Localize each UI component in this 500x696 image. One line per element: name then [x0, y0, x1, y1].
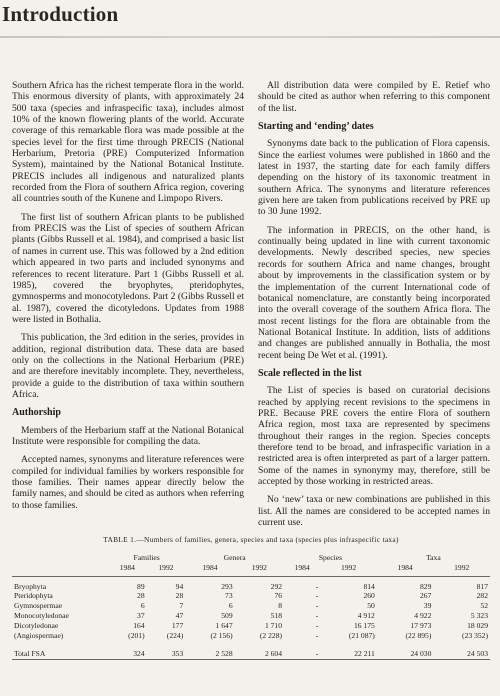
section-heading-authorship: Authorship — [12, 407, 61, 419]
table-cell: 4 922 — [414, 610, 432, 620]
table-cell: 28 — [175, 591, 184, 601]
table-cell: 17 973 — [410, 620, 432, 630]
table-cell: 6 — [140, 601, 145, 611]
table-cell: 89 — [137, 581, 145, 591]
table-cell: - — [315, 630, 319, 640]
table-row — [12, 621, 490, 631]
left-column — [12, 80, 244, 518]
table-cell: 22 211 — [354, 649, 375, 659]
table-cell: 94 — [175, 581, 184, 591]
year-header: 1992 — [158, 562, 174, 572]
table-row — [12, 611, 490, 621]
table-cell: (224) — [166, 630, 184, 640]
table-1 — [12, 535, 490, 661]
table-cell: 353 — [171, 649, 184, 659]
table-cell: 509 — [221, 610, 233, 620]
table-cell: 1 710 — [264, 620, 283, 630]
data-table — [12, 553, 490, 661]
table-cell: - — [315, 649, 319, 659]
table-cell: 16 175 — [353, 620, 375, 630]
year-header: 1984 — [294, 562, 310, 572]
table-cell: 817 — [476, 581, 488, 591]
column-group-header: Species — [318, 553, 343, 562]
row-label: Bryophyta — [14, 581, 47, 591]
table-cell: 293 — [221, 581, 233, 591]
title-rule — [0, 36, 500, 38]
paragraph: Southern Africa has the richest temperate flora in the world. This enormous diversity of plants, with approximately 24 500 taxa (species and infraspecific taxa), includes almost 10% of the known flowering plants of the world. Accurate coverage of this remarkable flora was made possible at the species level for the first time through PRECIS (National Herbarium, Pretoria (PRE) Computerized Information System), maintained by the National Botanical Institute. PRECIS includes all indigenous and naturalized plants recorded from the Flora of southern Africa region, covering all countries south of the Kunene and Limpopo Rivers. — [12, 80, 244, 205]
paragraph: No ‘new’ taxa or new combinations are published in this list. All the names are considered to be accepted names in current use. — [258, 494, 490, 529]
column-group-header: Families — [133, 553, 160, 562]
table-cell: 76 — [274, 591, 283, 601]
table-cell: 292 — [270, 581, 283, 591]
row-label: (Angiospermae) — [14, 630, 64, 640]
table-cell: 7 — [179, 601, 184, 611]
table-cell: - — [315, 610, 319, 620]
table-row — [12, 631, 490, 641]
table-cell: 5 323 — [470, 610, 488, 620]
table-cell: 267 — [420, 591, 432, 601]
table-cell: 24 503 — [467, 649, 488, 659]
paragraph: The first list of southern African plants to be published from PRECIS was the List of species of southern African plants (Gibbs Russell et al. 1984), and comprised a basic list of names in current use. This was followed by a 2nd edition which appeared in two parts and included synonyms and references to recent literature. Part 1 (Gibbs Russell et al. 1985), covered the bryophytes, pteridophytes, gymnosperms and monocotyledons. Part 2 (Gibbs Russell et al. 1987), covered the dicotyledons. Updates from 1988 were listed in Bothalia. — [12, 211, 244, 325]
table-row — [12, 648, 490, 659]
table-cell: 24 030 — [410, 649, 432, 659]
table-cell: (23 352) — [462, 630, 488, 640]
table-cell: (2 228) — [259, 630, 283, 640]
table-cell: 6 — [228, 601, 233, 611]
table-corner — [12, 553, 108, 563]
page-title: Introduction — [2, 2, 119, 26]
table-cell: (21 087) — [348, 630, 375, 640]
column-group-header: Genera — [223, 553, 246, 562]
row-label: Dicotyledonae — [14, 620, 59, 630]
paragraph: The information in PRECIS, on the other hand, is continually being updated in line with current taxonomic developments. Newly described species, new species records for southern Africa and name changes, brought about by improvements in the classification system or by the implementation of the current International code of botanical nomenclature, are constantly being incorporated into the overall coverage of the southern Africa flora. The most recent listings for the flora are obtainable from the National Botanical Institute. In addition, lists of additions and changes are published annually in Bothalia, the most recent being De Wet et al. (1991). — [258, 224, 490, 361]
table-cell: 164 — [133, 620, 145, 630]
table-rule — [12, 660, 490, 662]
table-cell: 814 — [363, 581, 375, 591]
section-heading-scale: Scale reflected in the list — [258, 367, 362, 379]
table-cell: 2 604 — [264, 649, 283, 659]
table-cell: 282 — [476, 591, 488, 601]
paragraph: The List of species is based on curatorial decisions reached by applying recent revisions to the specimens in PRE. Because PRE covers the entire Flora of southern Africa region, most taxa are represented by specimens throughout their ranges in the region. Species concepts therefore tend to be broad, and infraspecific variation in a restricted area is often interpreted as part of a larger pattern. Some of the names in synonymy may, therefore, still be accepted by those working in restricted areas. — [258, 385, 490, 487]
table-cell: (201) — [128, 630, 145, 640]
paragraph: Accepted names, synonyms and literature references were compiled for individual families by workers responsible for those families. Their names appear directly below the family names, and should be cited as authors when referring to those families. — [12, 454, 244, 511]
table-cell: 18 029 — [467, 620, 488, 630]
year-header: 1992 — [340, 562, 357, 572]
table-cell: 829 — [420, 581, 432, 591]
table-cell: 39 — [423, 601, 432, 611]
table-cell: 260 — [363, 591, 375, 601]
table-cell: 37 — [137, 610, 145, 620]
paragraph: Synonyms date back to the publication of Flora capensis. Since the earliest volumes were published in 1860 and the latest in 1937, the starting date for each family differs depending on the history of its taxonomic treatment in southern Africa. The synonyms and literature references given here are taken from publications received by PRE up to 30 June 1992. — [258, 138, 490, 218]
table-cell: 1 647 — [215, 620, 233, 630]
row-label: Pteridophyta — [14, 591, 53, 601]
year-header: 1992 — [454, 562, 470, 572]
table-cell: 28 — [137, 591, 145, 601]
table-cell: 518 — [270, 610, 283, 620]
year-header: 1984 — [202, 562, 218, 572]
table-cell: 177 — [171, 620, 184, 630]
table-cell: 4 912 — [357, 610, 375, 620]
right-column — [258, 80, 490, 535]
table-cell: 50 — [367, 601, 375, 611]
table-cell: 8 — [278, 601, 283, 611]
row-label: Monocotyledonae — [14, 610, 69, 620]
table-cell: - — [315, 601, 319, 611]
table-cell: 47 — [175, 610, 184, 620]
table-row — [12, 601, 490, 611]
table-caption: TABLE 1.—Numbers of families, genera, species and taxa (species plus infraspecific taxa) — [103, 535, 399, 544]
table-cell: 52 — [480, 601, 488, 611]
year-header: 1984 — [119, 562, 135, 572]
year-header: 1992 — [251, 562, 267, 572]
row-label: Gymnospermae — [14, 601, 63, 611]
paragraph: Members of the Herbarium staff at the National Botanical Institute were responsible for compiling the data. — [12, 424, 244, 447]
paragraph: This publication, the 3rd edition in the series, provides in addition, regional distribution data. These data are based only on the collections in the National Herbarium (PRE) and are therefore inevitably incomplete. They, nevertheless, provide a guide to the distribution of taxa within southern Africa. — [12, 332, 244, 400]
table-cell: 2 528 — [215, 649, 233, 659]
row-label: Total FSA — [14, 649, 46, 659]
table-cell: - — [315, 591, 319, 601]
table-cell: (22 895) — [405, 630, 432, 640]
table-cell: - — [315, 620, 319, 630]
table-row — [12, 582, 490, 592]
table-cell: (2 156) — [210, 630, 233, 640]
table-row — [12, 591, 490, 601]
table-cell: 73 — [225, 591, 233, 601]
paragraph: All distribution data were compiled by E. Retief who should be cited as author when referring to this component of the list. — [258, 80, 490, 114]
table-body — [12, 582, 490, 662]
column-group-header: Taxa — [426, 553, 441, 562]
year-header: 1984 — [397, 562, 413, 572]
table-cell: - — [315, 581, 319, 591]
section-heading-dates: Starting and ‘ending’ dates — [258, 121, 374, 133]
table-cell: 324 — [133, 649, 145, 659]
